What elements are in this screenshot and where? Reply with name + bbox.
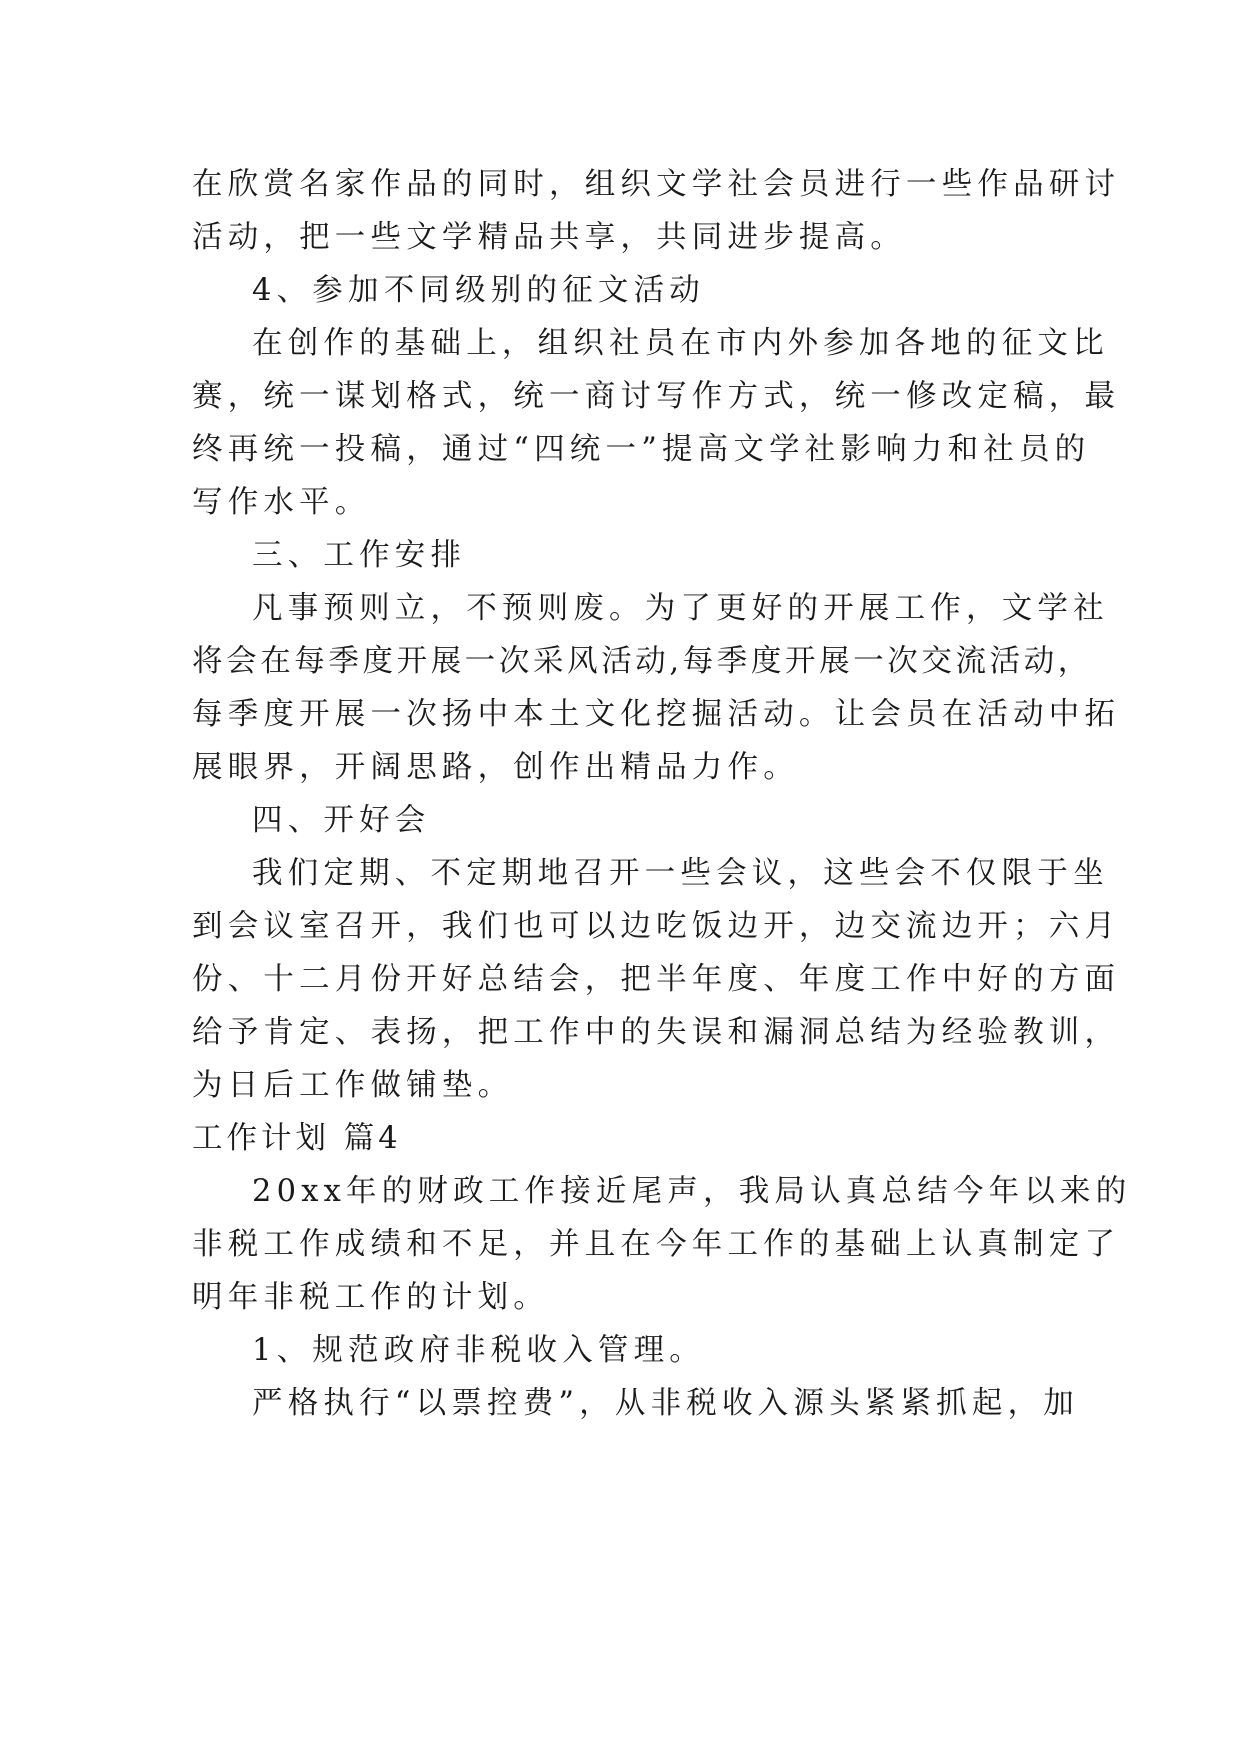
section-heading: 三、工作安排 — [252, 538, 467, 573]
paragraph-line: 给予肯定、表扬，把工作中的失误和漏洞总结为经验教训， — [192, 1015, 1121, 1050]
paragraph-line: 写作水平。 — [192, 485, 371, 520]
paragraph-line: 份、十二月份开好总结会，把半年度、年度工作中好的方面 — [192, 962, 1121, 997]
paragraph-line: 凡事预则立，不预则废。为了更好的开展工作，文学社 — [252, 591, 1109, 626]
paragraph-line: 非税工作成绩和不足，并且在今年工作的基础上认真制定了 — [192, 1227, 1121, 1262]
section-heading: 4、参加不同级别的征文活动 — [252, 273, 706, 308]
article-title: 工作计划 篇4 — [192, 1121, 402, 1156]
paragraph-line: 活动，把一些文学精品共享，共同进步提高。 — [192, 220, 906, 255]
paragraph-line: 20xx年的财政工作接近尾声，我局认真总结今年以来的 — [252, 1174, 1132, 1209]
paragraph-line: 终再统一投稿，通过“四统一”提高文学社影响力和社员的 — [192, 432, 1091, 467]
paragraph-line: 在创作的基础上，组织社员在市内外参加各地的征文比 — [252, 326, 1109, 361]
section-heading: 1、规范政府非税收入管理。 — [252, 1333, 706, 1368]
paragraph-line: 明年非税工作的计划。 — [192, 1280, 549, 1315]
paragraph-line: 每季度开展一次扬中本土文化挖掘活动。让会员在活动中拓 — [192, 697, 1121, 732]
paragraph-line: 到会议室召开，我们也可以边吃饭边开，边交流边开；六月 — [192, 909, 1121, 944]
paragraph-line: 展眼界，开阔思路，创作出精品力作。 — [192, 750, 799, 785]
paragraph-line: 为日后工作做铺垫。 — [192, 1068, 514, 1103]
paragraph-line: 在欣赏名家作品的同时，组织文学社会员进行一些作品研讨 — [192, 167, 1121, 202]
paragraph-line: 严格执行“以票控费”，从非税收入源头紧紧抓起，加 — [252, 1386, 1079, 1421]
section-heading: 四、开好会 — [252, 803, 431, 838]
paragraph-line: 将会在每季度开展一次采风活动,每季度开展一次交流活动， — [192, 644, 1092, 679]
paragraph-line: 赛，统一谋划格式，统一商讨写作方式，统一修改定稿，最 — [192, 379, 1121, 414]
paragraph-line: 我们定期、不定期地召开一些会议，这些会不仅限于坐 — [252, 856, 1109, 891]
